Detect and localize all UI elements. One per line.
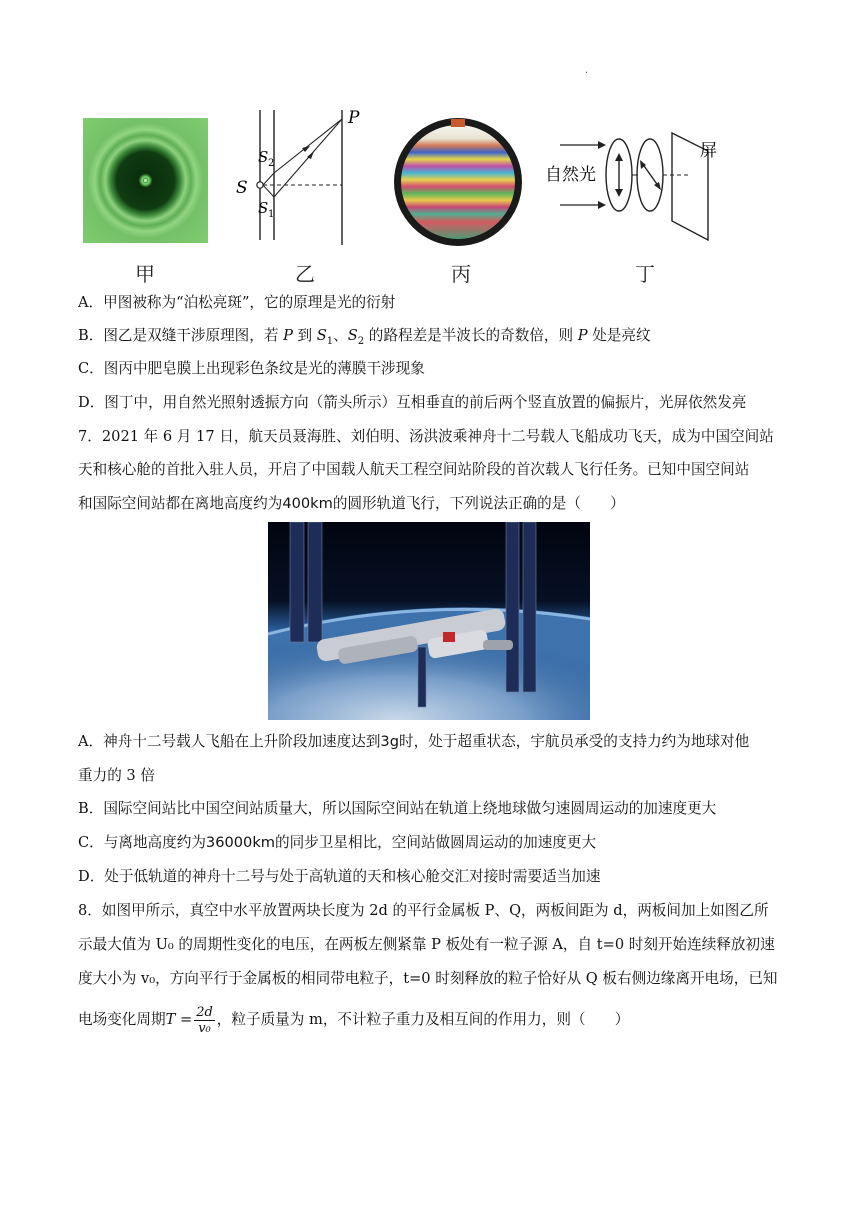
label-S1-sub: 1 bbox=[268, 209, 275, 220]
q7-option-d: D．处于低轨道的神舟十二号与处于高轨道的天和核心舱交汇对接时需要适当加速 bbox=[78, 868, 601, 885]
figure-jia-poisson-spot bbox=[83, 118, 208, 243]
label-screen: 屏 bbox=[700, 141, 717, 161]
figure-jia-caption: 甲 bbox=[135, 262, 155, 286]
q7-option-a-line-2: 重力的 3 倍 bbox=[78, 767, 155, 784]
q7-stem-line-1: 7．2021 年 6 月 17 日，航天员聂海胜、刘伯明、汤洪波乘神舟十二号载人飞船成功飞天，成为中国空间站 bbox=[78, 428, 774, 445]
label-S2-sub: 2 bbox=[268, 158, 275, 169]
figure-yi-caption: 乙 bbox=[295, 262, 315, 286]
header-mark: · bbox=[585, 68, 589, 79]
q7-stem-line-2: 天和核心舱的首批入驻人员，开启了中国载人航天工程空间站阶段的首次载人飞行任务。已知中国空间站 bbox=[78, 461, 750, 478]
period-fraction: $\frac{2d}{\text{v₀}}$ bbox=[196, 1004, 213, 1036]
q8-stem-line-4: 电场变化周期T = $\frac{2d}{\text{v₀}}$ ，粒子质量为 m，不计粒子重力及相互间的作用力，则（ ） bbox=[78, 1004, 630, 1036]
space-station-photo bbox=[268, 522, 590, 720]
q6-option-c: C．图丙中肥皂膜上出现彩色条纹是光的薄膜干涉现象 bbox=[78, 360, 425, 377]
q8-stem-line-2: 示最大值为 U₀ 的周期性变化的电压，在两板左侧紧靠 P 板处有一粒子源 A，自 t=0 时刻开始连续释放初速 bbox=[78, 936, 775, 953]
q7-stem-line-3: 和国际空间站都在离地高度约为400km的圆形轨道飞行，下列说法正确的是（ ） bbox=[78, 495, 625, 512]
figure-ding-caption: 丁 bbox=[635, 262, 655, 286]
q7-option-c: C．与离地高度约为36000km的同步卫星相比，空间站做圆周运动的加速度更大 bbox=[78, 834, 597, 851]
label-S1: S bbox=[258, 199, 269, 217]
figure-yi-double-slit bbox=[232, 105, 372, 250]
q6-option-a: A．甲图被称为“泊松亮斑”，它的原理是光的衍射 bbox=[78, 294, 396, 311]
figure-bing-caption: 丙 bbox=[451, 262, 471, 286]
q6-option-d: D．图丁中，用自然光照射透振方向（箭头所示）互相垂直的前后两个竖直放置的偏振片，光屏依然发亮 bbox=[78, 394, 747, 411]
label-S: S bbox=[236, 178, 248, 198]
label-natural-light: 自然光 bbox=[545, 165, 596, 185]
q7-option-b: B．国际空间站比中国空间站质量大，所以国际空间站在轨道上绕地球做匀速圆周运动的加速度更大 bbox=[78, 800, 717, 817]
q8-stem-line-3: 度大小为 v₀，方向平行于金属板的相同带电粒子，t=0 时刻释放的粒子恰好从 Q 板右侧边缘离开电场，已知 bbox=[78, 970, 778, 987]
label-S2: S bbox=[258, 148, 269, 166]
q7-option-a-line-1: A．神舟十二号载人飞船在上升阶段加速度达到3g时，处于超重状态，宇航员承受的支持力约为地球对他 bbox=[78, 733, 750, 750]
q8-stem-line-1: 8．如图甲所示，真空中水平放置两块长度为 2d 的平行金属板 P、Q，两板间距为 d，两板间加上如图乙所 bbox=[78, 902, 769, 919]
q6-option-b: B．图乙是双缝干涉原理图，若 P 到 $S_1$、$S_2$ 的路程差是半波长的奇数倍，则 P 处是亮纹 bbox=[78, 327, 651, 347]
figure-ding-polarizers bbox=[540, 125, 730, 245]
label-P: P bbox=[348, 108, 360, 128]
figure-bing-soap-film bbox=[393, 117, 523, 247]
